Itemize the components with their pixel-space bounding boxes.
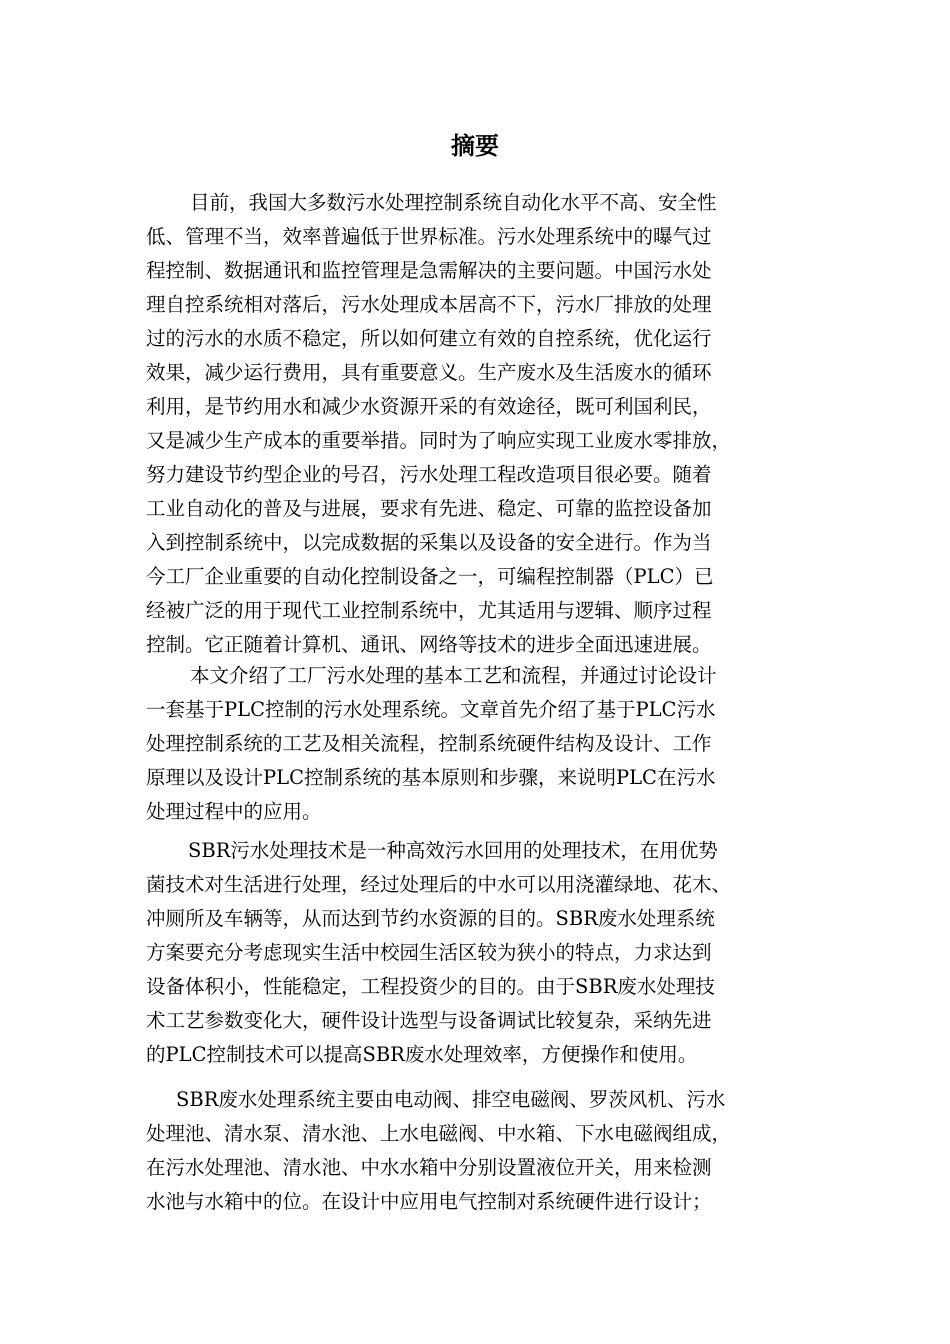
paragraph-line: 过的污水的水质不稳定，所以如何建立有效的自控系统，优化运行 <box>146 327 712 350</box>
paragraph-line: 经被广泛的用于现代工业控制系统中，尤其适用与逻辑、顺序过程 <box>146 599 712 622</box>
paragraph-line: 程控制、数据通讯和监控管理是急需解决的主要问题。中国污水处 <box>146 259 712 282</box>
paragraph-line: 理自控系统相对落后，污水处理成本居高不下，污水厂排放的处理 <box>146 293 712 316</box>
paragraph-line: 处理控制系统的工艺及相关流程，控制系统硬件结构及设计、工作 <box>146 732 712 755</box>
paragraph-line: SBR污水处理技术是一种高效污水回用的处理技术，在用优势 <box>188 839 718 862</box>
paragraph-line: 菌技术对生活进行处理，经过处理后的中水可以用浇灌绿地、花木、 <box>146 873 732 896</box>
paragraph-line: 入到控制系统中，以完成数据的采集以及设备的安全进行。作为当 <box>146 531 712 554</box>
paragraph-line: 冲厕所及车辆等，从而达到节约水资源的目的。SBR废水处理系统 <box>146 907 715 930</box>
paragraph-line: 方案要充分考虑现实生活中校园生活区较为狭小的特点，力求达到 <box>146 941 712 964</box>
paragraph-line: 的PLC控制技术可以提高SBR废水处理效率，方便操作和使用。 <box>146 1043 698 1066</box>
paragraph-line: 原理以及设计PLC控制系统的基本原则和步骤，来说明PLC在污水 <box>146 766 716 789</box>
paragraph-line: 工业自动化的普及与进展，要求有先进、稳定、可靠的监控设备加 <box>146 497 712 520</box>
abstract-paragraph-1 <box>146 186 818 662</box>
paragraph-line: 控制。它正随着计算机、通讯、网络等技术的进步全面迅速进展。 <box>146 633 712 656</box>
paragraph-line: 今工厂企业重要的自动化控制设备之一，可编程控制器（PLC）已 <box>146 565 714 588</box>
paragraph-line: 一套基于PLC控制的污水处理系统。文章首先介绍了基于PLC污水 <box>146 698 716 721</box>
paragraph-line: 设备体积小，性能稳定，工程投资少的目的。由于SBR废水处理技 <box>146 975 715 998</box>
paragraph-line: 目前，我国大多数污水处理控制系统自动化水平不高、安全性 <box>190 191 717 214</box>
paragraph-line: 术工艺参数变化大，硬件设计选型与设备调试比较复杂，采纳先进 <box>146 1009 712 1032</box>
paragraph-line: 效果，减少运行费用，具有重要意义。生产废水及生活废水的循环 <box>146 361 712 384</box>
abstract-paragraph-4 <box>146 1083 818 1219</box>
paragraph-line: 本文介绍了工厂污水处理的基本工艺和流程，并通过讨论设计 <box>190 664 717 687</box>
page-title: 摘要 <box>451 132 499 160</box>
abstract-paragraph-2 <box>146 659 818 829</box>
paragraph-line: 又是减少生产成本的重要举措。同时为了响应实现工业废水零排放， <box>146 429 732 452</box>
paragraph-line: 利用，是节约用水和减少水资源开采的有效途径，既可利国利民， <box>146 395 712 418</box>
abstract-paragraph-3 <box>146 834 818 1072</box>
paragraph-line: 处理过程中的应用。 <box>146 800 322 823</box>
paragraph-line: 处理池、清水泵、清水池、上水电磁阀、中水箱、下水电磁阀组成， <box>146 1122 732 1145</box>
paragraph-line: 努力建设节约型企业的号召，污水处理工程改造项目很必要。随着 <box>146 463 712 486</box>
paragraph-line: SBR废水处理系统主要由电动阀、排空电磁阀、罗茨风机、污水 <box>176 1088 726 1111</box>
paragraph-line: 水池与水箱中的位。在设计中应用电气控制对系统硬件进行设计； <box>146 1190 712 1213</box>
paragraph-line: 低、管理不当，效率普遍低于世界标准。污水处理系统中的曝气过 <box>146 225 712 248</box>
paragraph-line: 在污水处理池、清水池、中水水箱中分别设置液位开关，用来检测 <box>146 1156 712 1179</box>
